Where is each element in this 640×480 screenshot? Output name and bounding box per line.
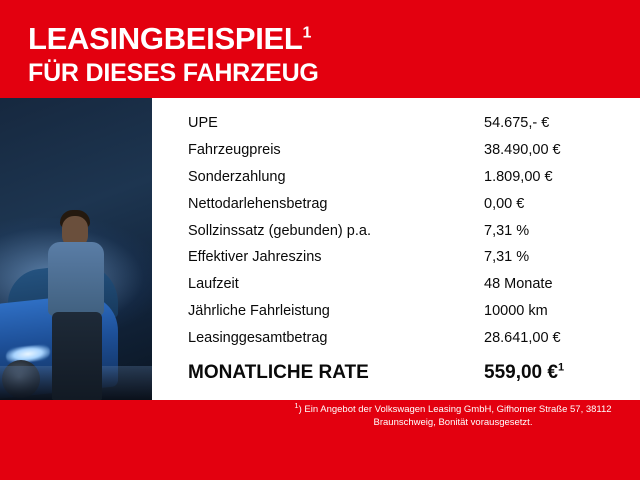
footnote-text: ) Ein Angebot der Volkswagen Leasing GmbH, Gifhorner Straße 57, 38112 Braunschweig, Bonität vorausgesetzt. xyxy=(298,404,612,428)
table-row xyxy=(188,217,618,244)
spec-value: 7,31 % xyxy=(484,222,530,239)
headline-text: LEASINGBEISPIEL xyxy=(28,21,303,56)
spec-value: 28.641,00 € xyxy=(484,329,561,346)
spec-label: Laufzeit xyxy=(188,276,239,293)
monthly-rate-footnote-marker: 1 xyxy=(557,361,565,374)
person-torso-shape xyxy=(48,242,104,316)
monthly-rate-amount: 559,00 € xyxy=(484,362,558,384)
monthly-rate-value xyxy=(472,351,618,389)
spec-value: 1.809,00 € xyxy=(484,168,553,185)
vehicle-photo xyxy=(0,98,152,400)
table-row xyxy=(188,244,618,271)
spec-value: 0,00 € xyxy=(484,195,525,212)
spec-value: 38.490,00 € xyxy=(484,142,561,159)
spec-label: Leasinggesamtbetrag xyxy=(188,329,328,346)
page-title xyxy=(28,22,640,55)
spec-value: 54.675,- € xyxy=(484,115,550,132)
specs-panel xyxy=(152,98,640,400)
spec-label: Sonderzahlung xyxy=(188,168,286,185)
table-row xyxy=(188,110,618,137)
spec-value: 48 Monate xyxy=(484,276,553,293)
table-row xyxy=(188,137,618,164)
spec-label: Jährliche Fahrleistung xyxy=(188,302,330,319)
spec-value: 7,31 % xyxy=(484,249,530,266)
footnote-marker: 1 xyxy=(294,400,299,410)
footnote xyxy=(288,400,618,430)
page-subtitle: FÜR DIESES FAHRZEUG xyxy=(28,59,319,88)
poster-header xyxy=(0,0,640,88)
spec-label: Effektiver Jahreszins xyxy=(188,249,322,266)
table-row xyxy=(188,297,618,324)
headline-footnote-marker: 1 xyxy=(302,24,312,42)
spec-label: UPE xyxy=(188,115,218,132)
content-band xyxy=(0,98,640,400)
table-row xyxy=(188,324,618,351)
leasing-specs-table xyxy=(188,110,618,389)
table-row xyxy=(188,271,618,298)
spec-label: Nettodarlehensbetrag xyxy=(188,195,328,212)
table-row-monthly-rate xyxy=(188,351,618,389)
table-row xyxy=(188,164,618,191)
spec-label: Sollzinssatz (gebunden) p.a. xyxy=(188,222,371,239)
spec-value: 10000 km xyxy=(484,302,548,319)
spec-label: Fahrzeugpreis xyxy=(188,142,281,159)
monthly-rate-label: MONATLICHE RATE xyxy=(188,362,369,384)
person-legs-shape xyxy=(52,312,102,400)
table-row xyxy=(188,190,618,217)
